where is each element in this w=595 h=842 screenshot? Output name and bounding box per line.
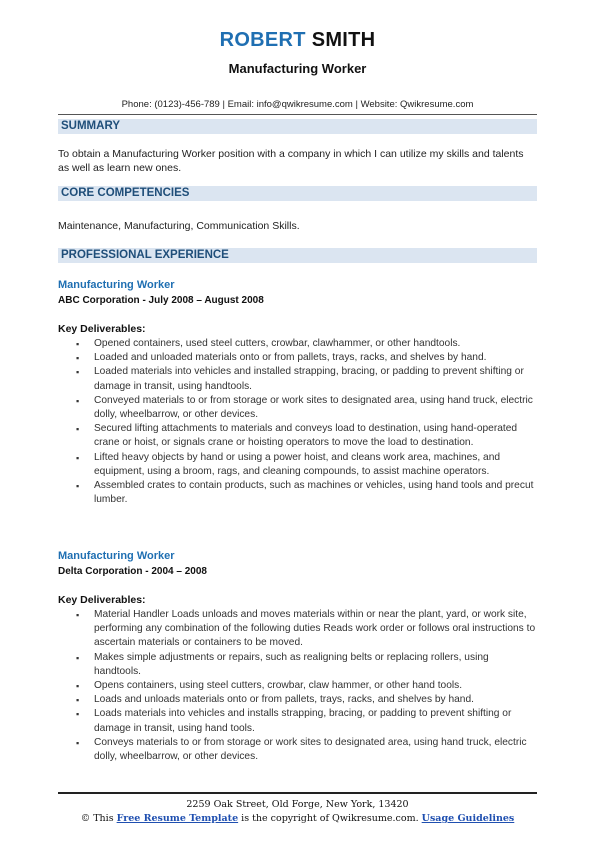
section-competencies-title: CORE COMPETENCIES xyxy=(61,187,190,199)
job-title: Manufacturing Worker xyxy=(58,279,175,291)
list-item: ▪ Loaded materials into vehicles and installed strapping, bracing, or padding to prevent shifting or damage in transit, using handtools. xyxy=(58,365,538,393)
list-item: ▪ Loads and unloads materials onto or from pallets, trays, racks, and shelves by hand. xyxy=(58,693,538,707)
job-role-title: Manufacturing Worker xyxy=(228,61,367,76)
section-summary-title: SUMMARY xyxy=(61,120,120,132)
key-deliverables-label: Key Deliverables: xyxy=(58,323,146,335)
last-name: SMITH xyxy=(311,29,376,51)
free-resume-template-link[interactable]: Free Resume Template xyxy=(116,813,239,824)
job-title: Manufacturing Worker xyxy=(58,550,175,562)
contact-line: Phone: (0123)-456-789 | Email: info@qwikresume.com | Website: Qwikresume.com xyxy=(121,99,474,110)
list-item: ▪ Material Handler Loads unloads and moves materials within or near the plant, yard, or work site, performing any combination of the following duties Reads work order or follows oral instructions to ascertain materials or containers to be moved. xyxy=(58,608,538,651)
first-name: ROBERT xyxy=(219,29,306,51)
competencies-text: Maintenance, Manufacturing, Communication Skills. xyxy=(58,220,300,232)
section-summary-header xyxy=(58,119,537,134)
footer-address: 2259 Oak Street, Old Forge, New York, 13420 xyxy=(186,799,409,810)
summary-text: To obtain a Manufacturing Worker position with a company in which I can utilize my skills and talents as well as learn new ones. xyxy=(58,148,524,174)
usage-guidelines-link[interactable]: Usage Guidelines xyxy=(421,813,515,824)
list-item: ▪ Opened containers, used steel cutters, crowbar, clawhammer, or other handtools. xyxy=(58,337,538,351)
copyright-middle: is the copyright of Qwikresume.com. xyxy=(241,813,419,824)
job-company: Delta Corporation - 2004 – 2008 xyxy=(58,566,207,577)
list-item: ▪ Lifted heavy objects by hand or using a power hoist, and cleans work area, machines, and equipment, using a broom, rags, and cleaning compounds, to assist machine operators. xyxy=(58,451,538,479)
header-divider xyxy=(58,114,537,115)
footer-divider xyxy=(58,792,537,794)
list-item: ▪ Loads materials into vehicles and installs strapping, bracing, or padding to prevent shifting or damage in transit, using hand tools. xyxy=(58,707,538,735)
copyright-prefix: © This xyxy=(80,813,114,824)
job-bullets xyxy=(58,337,538,507)
list-item: ▪ Opens containers, using steel cutters, crowbar, claw hammer, or other hand tools. xyxy=(58,679,538,693)
list-item: ▪ Conveys materials to or from storage or work sites to designated area, using hand truck, electric dolly, wheelbarrow, or other devices. xyxy=(58,736,538,764)
job-company: ABC Corporation - July 2008 – August 2008 xyxy=(58,295,264,306)
list-item: ▪ Assembled crates to contain products, such as machines or vehicles, using hand tools and precut lumber. xyxy=(58,479,538,507)
list-item: ▪ Secured lifting attachments to materials and conveys load to destination, using hand-operated crane or hoist, or signals crane or hoisting operators to move the load to destination. xyxy=(58,422,538,450)
footer-copyright xyxy=(0,813,595,824)
list-item: ▪ Makes simple adjustments or repairs, such as realigning belts or replacing rollers, using handtools. xyxy=(58,651,538,679)
section-competencies-header xyxy=(58,186,537,201)
key-deliverables-label: Key Deliverables: xyxy=(58,594,146,606)
job-bullets xyxy=(58,608,538,764)
section-experience-header xyxy=(58,248,537,263)
list-item: ▪ Conveyed materials to or from storage or work sites to designated area, using hand truck, electric dolly, wheelbarrow, or other devices. xyxy=(58,394,538,422)
section-experience-title: PROFESSIONAL EXPERIENCE xyxy=(61,249,229,261)
candidate-name xyxy=(0,29,595,52)
list-item: ▪ Loaded and unloaded materials onto or from pallets, trays, racks, and shelves by hand. xyxy=(58,351,538,365)
